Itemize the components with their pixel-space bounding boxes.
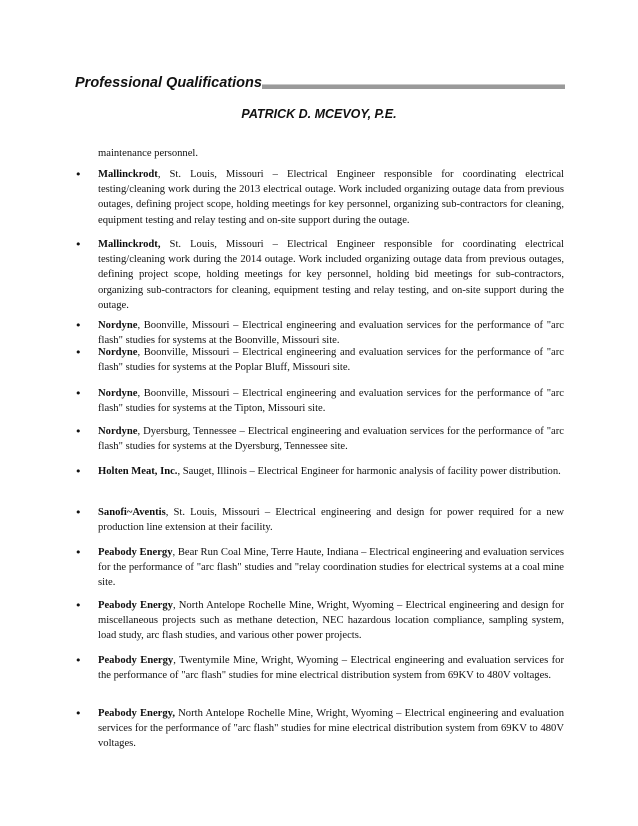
section-header <box>75 75 565 91</box>
project-entry <box>75 706 565 752</box>
project-entry <box>75 464 565 479</box>
entry-text <box>98 167 564 228</box>
bullet-icon: • <box>75 425 82 438</box>
project-entry <box>75 318 565 348</box>
entry-description: , St. Louis, Missouri – Electrical Engineer responsible for coordinating electrical testing/cleaning work during the 2013 electrical outage. Work included organizing outage data from previous outages, defining project scope, holding meetings for key personnel, organizing sub-contractors for cleaning, equipment testing and relay testing and on-site support during the outage. <box>98 169 564 226</box>
client-name: Mallinckrodt <box>98 169 158 180</box>
bullet-icon: • <box>75 707 82 720</box>
bullet-icon: • <box>75 546 82 559</box>
project-entry <box>75 237 565 313</box>
entry-text <box>98 386 564 416</box>
client-name: Mallinckrodt, <box>98 239 161 250</box>
person-name: PATRICK D. MCEVOY, P.E. <box>241 107 397 121</box>
project-entry <box>75 505 565 535</box>
entry-text <box>98 706 564 752</box>
entry-description: , Sauget, Illinois – Electrical Engineer for harmonic analysis of facility power distribution. <box>177 466 561 477</box>
client-name: Peabody Energy, <box>98 708 176 719</box>
entry-description: , Boonville, Missouri – Electrical engineering and evaluation services for the performance of "arc flash" studies for systems at the Poplar Bluff, Missouri site. <box>98 347 564 374</box>
entry-description: St. Louis, Missouri – Electrical Engineer responsible for coordinating electrical testing/cleaning work during the 2014 outage. Work included organizing outage data from previous outages, defining project scope, holding meetings for key personnel, holding bid meetings for sub-contractors, organizing sub-contractors for cleaning, equipment testing and relay testing, and on-site support during the outage. <box>98 239 564 311</box>
bullet-icon: • <box>75 346 82 359</box>
section-title: Professional Qualifications <box>75 75 262 91</box>
entry-text <box>98 598 564 644</box>
entry-description: , Boonville, Missouri – Electrical engineering and evaluation services for the performance of "arc flash" studies for systems at the Boonville, Missouri site. <box>98 320 564 347</box>
client-name: Holten Meat, Inc. <box>98 466 178 477</box>
client-name: Nordyne <box>98 426 138 437</box>
entry-text <box>98 653 564 683</box>
client-name: Peabody Energy <box>98 600 173 611</box>
entry-text <box>98 464 564 479</box>
client-name: Peabody Energy <box>98 655 174 666</box>
project-entry <box>75 345 565 375</box>
project-entry <box>75 167 565 228</box>
client-name: Peabody Energy <box>98 547 173 558</box>
bullet-icon: • <box>75 168 82 181</box>
project-entry <box>75 545 565 591</box>
project-entry <box>75 386 565 416</box>
entry-text <box>98 345 564 375</box>
bullet-icon: • <box>75 506 82 519</box>
client-name: Nordyne <box>98 388 138 399</box>
title-rule <box>262 84 565 89</box>
client-name: Sanofi~Aventis <box>98 507 166 518</box>
entry-text <box>98 545 564 591</box>
project-entry <box>75 653 565 683</box>
client-name: Nordyne <box>98 347 138 358</box>
bullet-icon: • <box>75 387 82 400</box>
entry-description: , Bear Run Coal Mine, Terre Haute, Indiana – Electrical engineering and evaluation services for the performance of "arc flash" studies and "relay coordination studies for electrical systems at a coal mine site. <box>98 547 564 589</box>
entry-description: , Twentymile Mine, Wright, Wyoming – Electrical engineering and evaluation services for the performance of "arc flash" studies for mine electrical distribution system from 69KV to 480V voltages. <box>98 655 565 682</box>
bullet-icon: • <box>75 238 82 251</box>
intro-line: maintenance personnel. <box>98 148 199 159</box>
entry-text <box>98 424 564 454</box>
project-entry <box>75 598 565 644</box>
entry-description: , Dyersburg, Tennessee – Electrical engineering and evaluation services for the performance of "arc flash" studies for systems at the Dyersburg, Tennessee site. <box>98 426 564 453</box>
entry-text <box>98 505 564 535</box>
bullet-icon: • <box>75 319 82 332</box>
bullet-icon: • <box>75 654 82 667</box>
project-entry <box>75 424 565 454</box>
entry-description: , St. Louis, Missouri – Electrical engineering and design for power required for a new production line extension at their facility. <box>98 507 564 534</box>
bullet-icon: • <box>75 599 82 612</box>
bullet-icon: • <box>75 465 82 478</box>
entry-text <box>98 318 564 348</box>
client-name: Nordyne <box>98 320 138 331</box>
entry-description: , Boonville, Missouri – Electrical engineering and evaluation services for the performance of "arc flash" studies for systems at the Tipton, Missouri site. <box>98 388 564 415</box>
entry-description: North Antelope Rochelle Mine, Wright, Wyoming – Electrical engineering and evaluation services for the performance of "arc flash" studies for mine electrical distribution system from 69KV to 480V voltages. <box>98 708 565 750</box>
entry-text <box>98 237 564 313</box>
entry-description: , North Antelope Rochelle Mine, Wright, Wyoming – Electrical engineering and design for miscellaneous projects such as methane detection, NEC hazardous location compliance, sampling system, load study, arc flash studies, and various other power projects. <box>98 600 564 642</box>
